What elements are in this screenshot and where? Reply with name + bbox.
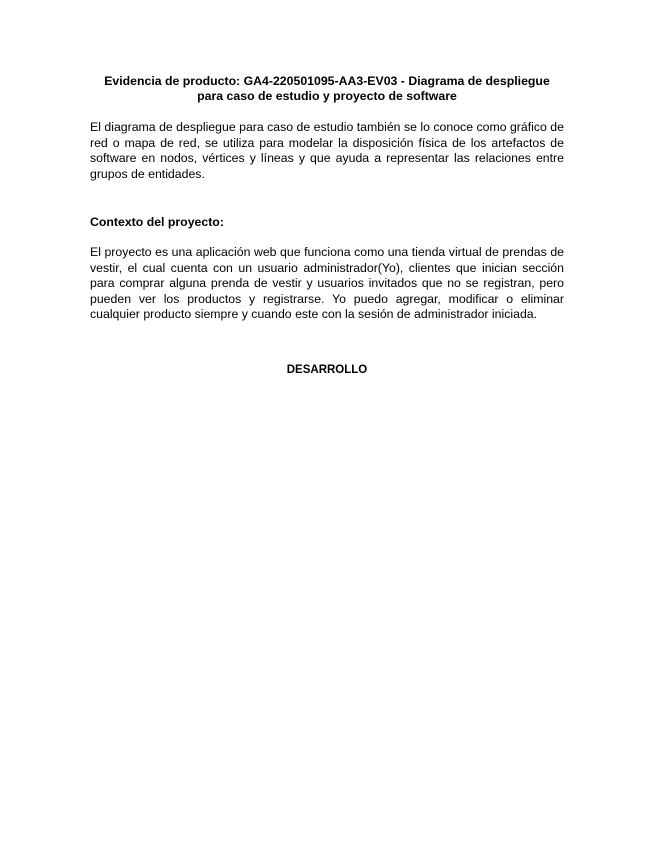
context-paragraph: El proyecto es una aplicación web que funciona como una tienda virtual de prendas de vestir, el cual cuenta con un usuario administrador(Yo), clientes que inician sección para comprar alguna prenda de vestir y usuarios invitados que no se registran, pero pueden ver los productos y registrarse. Yo puedo agregar, modificar o eliminar cualquier producto siempre y cuando este con la sesión de administrador iniciada.: [90, 245, 564, 321]
intro-paragraph: El diagrama de despliegue para caso de estudio también se lo conoce como gráfico de red o mapa de red, se utiliza para modelar la disposición física de los artefactos de software en nodos, vértices y líneas y que ayuda a representar las relaciones entre grupos de entidades.: [90, 120, 564, 181]
document-title: Evidencia de producto: GA4-220501095-AA3-EV03 - Diagrama de despliegue para caso de estudio y proyecto de software: [104, 74, 550, 103]
document-page: [90, 74, 564, 378]
development-heading: DESARROLLO: [286, 363, 368, 376]
context-heading: Contexto del proyecto:: [90, 215, 224, 229]
